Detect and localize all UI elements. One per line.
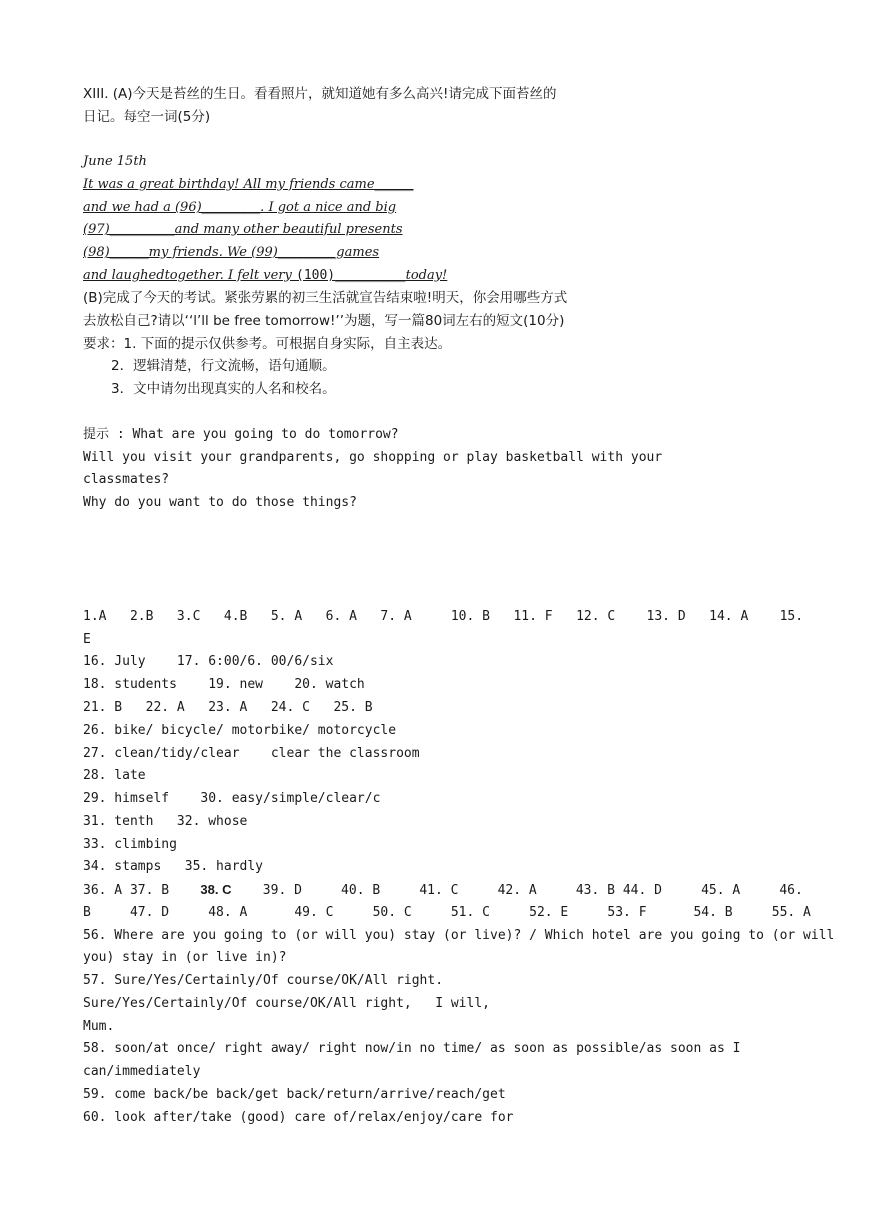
diary-line-2: and we had a (96)_________. I got a nice and big [83,200,397,215]
answer-row-12-end: 39. D 40. B 41. C 42. A 43. B 44. D 45. A 46. [231,883,803,898]
answer-row-10: 33. climbing [83,837,177,852]
answer-row-16: 58. soon/at once/ right away/ right now/in no time/ as soon as possible/as soon as I [83,1041,741,1056]
answer-38: 38. C [200,882,232,897]
answer-row-15-b: Sure/Yes/Certainly/Of course/OK/All right, I will, [83,996,490,1011]
diary-line-5 [83,267,447,285]
answer-row-3: 18. students 19. new 20. watch [83,677,365,692]
hint-3: classmates? [83,472,170,487]
section-b-instruction-2: 去放松自己?请以‘‘l’ll be free tomorrow!’’为题，写一篇80词左右的短文(10分) [83,313,565,329]
answer-row-13: B 47. D 48. A 49. C 50. C 51. C 52. E 53. F 54. B 55. A [83,905,811,920]
answer-row-11: 34. stamps 35. hardly [83,859,264,874]
answer-row-7: 28. late [83,768,146,783]
answer-row-2: 16. July 17. 6:00/6. 00/6/six [83,654,334,669]
answer-row-4: 21. B 22. A 23. A 24. C 25. B [83,700,373,715]
answer-row-1-wrap: E [83,632,91,647]
section-a-instruction-1: XIII. (A)今天是苔丝的生日。看看照片，就知道她有多么高兴!请完成下面苔丝的 [83,86,557,102]
hint-1: 提示 : What are you going to do tomorrow? [83,427,399,442]
hint-2: Will you visit your grandparents, go shopping or play basketball with your [83,450,663,465]
requirement-2: 2．逻辑清楚，行文流畅，语句通顺。 [111,358,336,374]
diary-line-3: (97)__________and many other beautiful presents [83,222,403,237]
diary-line-1: It was a great birthday! All my friends came______ [83,177,414,192]
section-a-instruction-2: 日记。每空一词(5分) [83,109,211,125]
answer-row-5: 26. bike/ bicycle/ motorbike/ motorcycle [83,723,397,738]
answer-row-12 [83,881,803,900]
section-b-instruction-1: (B)完成了今天的考试。紧张劳累的初三生活就宣告结束啦!明天，你会用哪些方式 [83,290,568,306]
answer-row-15-c: Mum. [83,1019,115,1034]
blank-100: _________ [335,268,406,283]
answer-row-15: 57. Sure/Yes/Certainly/Of course/OK/All right. [83,973,444,988]
answer-row-16-wrap: can/immediately [83,1064,201,1079]
answer-row-14: 56. Where are you going to (or will you) stay (or live)? / Which hotel are you going to (or will [83,928,835,943]
answer-row-1: 1.A 2.B 3.C 4.B 5. A 6. A 7. A 10. B 11. F 12. C 13. D 14. A 15. [83,609,804,624]
answer-row-12-start: 36. A 37. B [83,883,201,898]
requirement-3: 3．文中请勿出现真实的人名和校名。 [111,381,336,397]
diary-line-5-end: today! [405,268,448,283]
diary-date: June 15th [83,154,147,169]
answer-row-17: 59. come back/be back/get back/return/arrive/reach/get [83,1087,506,1102]
diary-line-5-text: and laughedtogether. I felt very [83,268,296,283]
blank-100-label: (100) [296,268,336,283]
answer-row-8: 29. himself 30. easy/simple/clear/c [83,791,381,806]
requirement-1: 要求：1. 下面的提示仅供参考。可根据自身实际，自主表达。 [83,336,452,352]
answer-row-18: 60. look after/take (good) care of/relax/enjoy/care for [83,1110,514,1125]
answer-row-14-wrap: you) stay in (or live in)? [83,950,287,965]
answer-row-9: 31. tenth 32. whose [83,814,248,829]
diary-line-4: (98)______my friends. We (99)_________games [83,245,380,260]
hint-4: Why do you want to do those things? [83,495,357,510]
answer-row-6: 27. clean/tidy/clear clear the classroom [83,746,420,761]
